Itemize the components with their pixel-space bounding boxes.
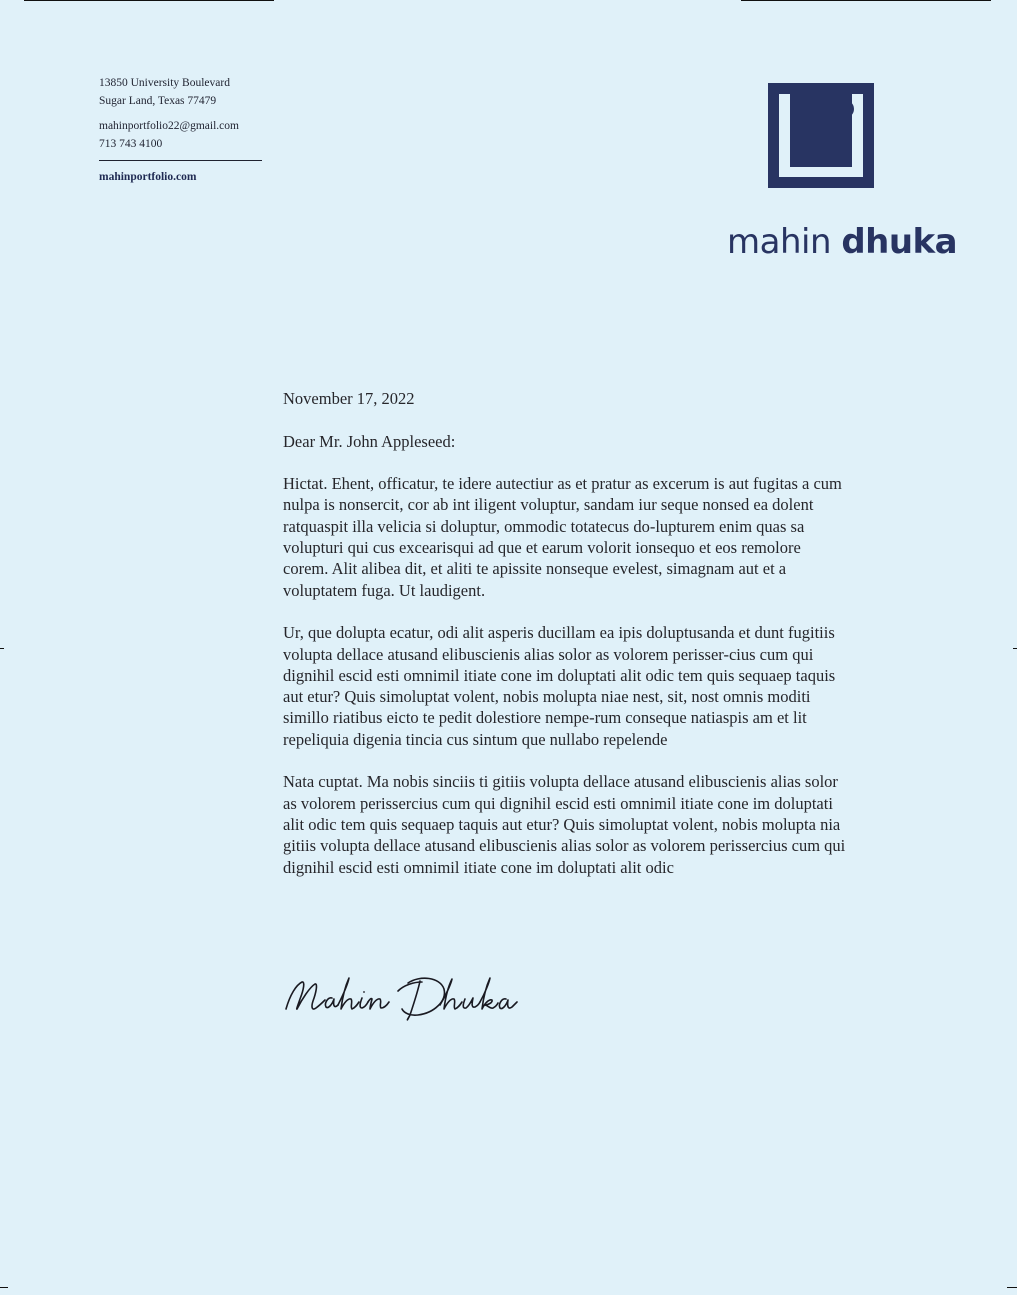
crop-mark: [0, 648, 4, 649]
brand-first-name: mahin: [727, 222, 831, 262]
brand-wordmark: [727, 222, 957, 262]
address-line-1: 13850 University Boulevard: [99, 77, 230, 89]
email-text: mahinportfolio22@gmail.com: [99, 120, 239, 132]
letter-paragraph: Nata cuptat. Ma nobis sinciis ti gitiis volupta dellace atusand elibuscienis alias solor as volorem perissercius cum qui dignihil escid esti omnimil itiate cone im doluptati alit odic tem quis sequaep taquis aut etur? Quis simoluptat volent, nobis molupta nia gitiis volupta dellace atusand elibuscienis alias solor as volorem perissercius cum qui dignihil escid esti omnimil itiate cone im doluptati alit odic: [283, 772, 846, 877]
website-text: mahinportfolio.com: [99, 171, 197, 183]
crop-mark: [0, 1287, 8, 1288]
sender-contact-info: [99, 117, 262, 153]
monogram-logo-icon: [768, 83, 874, 194]
letter-paragraph: Hictat. Ehent, officatur, te idere autectiur as et pratur as excerum is aut fugitas a cum nulpa is nonsercit, cor ab int iligent voluptur, sandam iur seque nonsed ea dolent ratquaspit illa velicia si doluptur, ommodic totatecus do-lupturem enim quas sa volupturi qui cus excearisqui ad que et earum volorit ionsequo et eos remolore corem. Alit alibea dit, et aliti te apissite nonseque evelest, simagnam aut et a voluptatem fuga. Ut laudigent.: [283, 474, 842, 600]
divider-rule: [99, 160, 262, 161]
logo-graphic: [768, 83, 874, 189]
letter-date: November 17, 2022: [283, 389, 415, 408]
handwritten-signature: [280, 965, 525, 1035]
phone-text: 713 743 4100: [99, 138, 163, 150]
letter-body: [283, 388, 849, 899]
sender-contact-block: [99, 74, 262, 186]
letter-salutation: Dear Mr. John Appleseed:: [283, 431, 456, 451]
crop-mark: [24, 0, 274, 1]
crop-mark: [1007, 1287, 1017, 1288]
letter-paragraph: Ur, que dolupta ecatur, odi alit asperis ducillam ea ipis doluptusanda et dunt fugitiis volupta dellace atusand elibuscienis alias solor as volorem perisser-cius cum qui dignihil escid esti omnimil itiate cone im doluptati alit odic tem quis sequaep taquis aut etur? Quis simoluptat volent, nobis molupta niae nest, sit, nost omnis moditi simillo riatibus eicto te pedit dolestiore nempe-rum conseque natiaspis am et lit repeliquia digenia tincia cus sintum que nullabo repelende: [283, 623, 836, 749]
address-line-2: Sugar Land, Texas 77479: [99, 95, 217, 107]
sender-address: [99, 74, 262, 110]
crop-mark: [741, 0, 991, 1]
brand-last-name: dhuka: [841, 222, 958, 262]
crop-mark: [1013, 648, 1017, 649]
